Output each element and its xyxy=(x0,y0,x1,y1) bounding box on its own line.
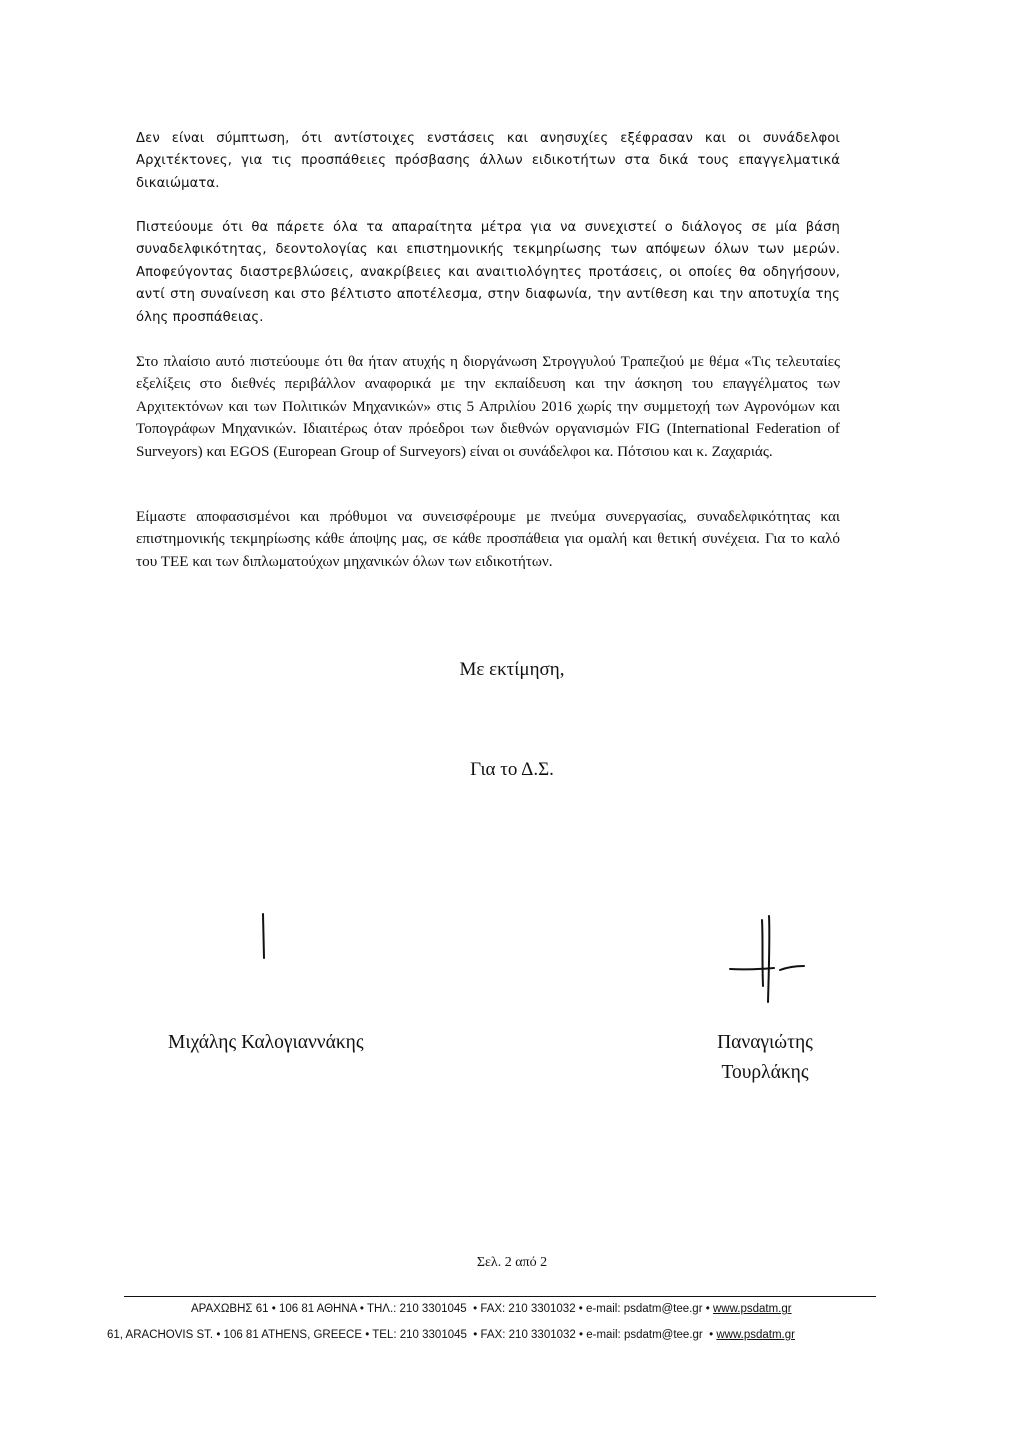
bullet-separator: • xyxy=(579,1329,584,1341)
bullet-separator: • xyxy=(216,1329,221,1341)
footer-divider xyxy=(124,1296,876,1297)
footer-english-address: 61, ARACHOVIS ST. xyxy=(107,1329,214,1341)
for-board-line: Για το Δ.Σ. xyxy=(470,759,554,780)
bullet-separator: • xyxy=(271,1303,276,1315)
letter-paragraph-2: Πιστεύουμε ότι θα πάρετε όλα τα απαραίτητα μέτρα για να συνεχιστεί ο διάλογος σε μία βάση συναδελφικότητας, δεοντολογίας και επιστημονικής τεκμηρίωσης των απόψεων όλων των μερών. Αποφεύγοντας διαστρεβλώσεις, ανακρίβειες και αναιτιολόγητες προτάσεις, οι οποίες θα οδηγήσουν, αντί στη συναίνεση και στο βέλτιστο αποτέλεσμα, στην διαφωνία, την αντίθεση και την αποτυχία της όλης προσπάθειας. xyxy=(136,220,840,325)
footer-greek-city: 106 81 ΑΘΗΝΑ xyxy=(278,1303,357,1315)
signatory-2-name xyxy=(706,1028,824,1088)
letter-paragraph-1: Δεν είναι σύμπτωση, ότι αντίστοιχες ενστάσεις και ανησυχίες εξέφρασαν και οι συνάδελφοι Αρχιτέκτονες, για τις προσπάθειες πρόσβασης άλλων ειδικοτήτων στα δικά τους επαγγελματικά δικαιώματα. xyxy=(136,131,840,191)
bullet-separator: • xyxy=(578,1303,583,1315)
footer-english-website-link[interactable]: www.psdatm.gr xyxy=(716,1329,795,1341)
footer-greek-fax: FAX: 210 3301032 xyxy=(480,1303,576,1315)
footer-english-fax: FAX: 210 3301032 xyxy=(480,1329,576,1341)
letter-paragraph-3: Στο πλαίσιο αυτό πιστεύουμε ότι θα ήταν ατυχής η διοργάνωση Στρογγυλού Τραπεζιού με θέμα «Τις τελευταίες εξελίξεις στο διεθνές περιβάλλον αναφορικά με την εκπαίδευση και την άσκηση του επαγγέλματος των Αρχιτεκτόνων και των Πολιτικών Μηχανικών» στις 5 Απριλίου 2016 χωρίς την συμμετοχή των Αγρονόμων και Τοπογράφων Μηχανικών. Ιδιαιτέρως όταν πρόεδροι των διεθνών οργανισμών FIG (International Federation of Surveyors) και EGOS (European Group of Surveyors) είναι οι συνάδελφοι κα. Πότσιου και κ. Ζαχαριάς. xyxy=(136,353,840,460)
footer-greek-contact xyxy=(191,1303,792,1315)
footer-english-email[interactable]: e-mail: psdatm@tee.gr xyxy=(586,1329,703,1341)
footer-english-phone: TEL: 210 3301045 xyxy=(372,1329,467,1341)
footer-english-contact xyxy=(107,1329,795,1341)
bullet-separator: • xyxy=(709,1329,714,1341)
page-number: Σελ. 2 από 2 xyxy=(476,1255,548,1270)
signature-mark-2 xyxy=(722,914,812,1006)
footer-greek-email[interactable]: e-mail: psdatm@tee.gr xyxy=(586,1303,703,1315)
footer-greek-address: ΑΡΑΧΩΒΗΣ 61 xyxy=(191,1303,269,1315)
footer-greek-phone: ΤΗΛ.: 210 3301045 xyxy=(366,1303,467,1315)
bullet-separator: • xyxy=(359,1303,364,1315)
signature-mark-1 xyxy=(255,912,275,962)
signatory-1-name: Μιχάλης Καλογιαννάκης xyxy=(168,1032,364,1053)
bullet-separator: • xyxy=(365,1329,370,1341)
signatory-2-last-name: Τουρλάκης xyxy=(721,1062,809,1083)
signatory-2-first-name: Παναγιώτης xyxy=(717,1032,813,1053)
closing-salutation: Με εκτίμηση, xyxy=(459,659,565,680)
bullet-separator: • xyxy=(705,1303,710,1315)
bullet-separator: • xyxy=(473,1329,478,1341)
footer-english-city: 106 81 ATHENS, GREECE xyxy=(223,1329,363,1341)
footer-greek-website-link[interactable]: www.psdatm.gr xyxy=(712,1303,792,1315)
bullet-separator: • xyxy=(473,1303,478,1315)
letter-paragraph-4: Είμαστε αποφασισμένοι και πρόθυμοι να συνεισφέρουμε με πνεύμα συνεργασίας, συναδελφικότητας και επιστημονικής τεκμηρίωσης κάθε άποψης μας, σε κάθε προσπάθεια για ομαλή και θετική συνέχεια. Για το καλό του ΤΕΕ και των διπλωματούχων μηχανικών όλων των ειδικοτήτων. xyxy=(136,508,840,570)
